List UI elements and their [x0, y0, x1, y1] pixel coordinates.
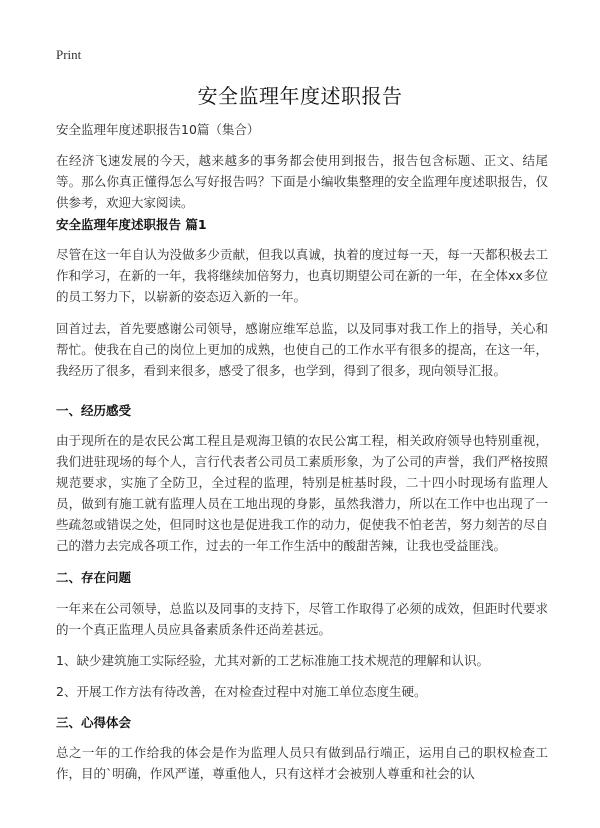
issue-item-1: 1、缺少建筑施工实际经验，尤其对新的工艺标准施工技术规范的理解和认识。 [56, 653, 489, 668]
section-1-paragraph: 由于现所在的是农民公寓工程且是观海卫镇的农民公寓工程，相关政府领导也特别重视，我们进驻现场的每个人，言行代表者公司员工素质形象，为了公司的声誉，我们严格按照规范要求，实施了全防卫，全过程的监理，特别是桩基时段，二十四小时现场有监理人员，做到有施工就有监理人员在工地出现的身影，虽然我潜力，所以在工作中也出现了一些疏忽或错误之处，但同时这也是促进我工作的动力，促使我不怕老苦，努力刻苦的尽自己的潜力去完成各项工作，过去的一年工作生活中的酸甜苦辣，让我也受益匪浅。 [56, 433, 548, 553]
section-2-paragraph: 一年来在公司领导，总监以及同事的支持下，尽管工作取得了必须的成效，但距时代要求的一个真正监理人员应具备素质条件还尚差甚远。 [56, 601, 548, 637]
section-1-heading: 一、经历感受 [56, 403, 132, 418]
section-2-heading: 二、存在问题 [56, 570, 132, 585]
intro-paragraph: 在经济飞速发展的今天，越来越多的事务都会使用到报告，报告包含标题、正文、结尾等。那么你真正懂得怎么写好报告吗？下面是小编收集整理的安全监理年度述职报告，仅供参考，欢迎大家阅读。 [56, 153, 548, 210]
document-subtitle: 安全监理年度述职报告10篇（集合） [56, 122, 260, 137]
paragraph-2: 回首过去，首先要感谢公司领导，感谢应维军总监，以及同事对我工作上的指导，关心和帮忙。使我在自己的岗位上更加的成熟，也使自己的工作水平有很多的提高，在这一年，我经历了很多，看到来很多，感受了很多，也学到，得到了很多，现向领导汇报。 [56, 321, 548, 378]
article-heading: 安全监理年度述职报告 篇1 [56, 217, 207, 232]
paragraph-1: 尽管在这一年自认为没做多少贡献，但我以真诚，执着的度过每一天，每一天都积极去工作和学习，在新的一年，我将继续加倍努力，也真切期望公司在新的一年，在全体xx多位的员工努力下，以崭新的姿态迈入新的一年。 [56, 247, 548, 304]
print-link[interactable]: Print [56, 47, 82, 62]
page-title: 安全监理年度述职报告 [197, 84, 403, 108]
section-3-heading: 三、心得体会 [56, 715, 132, 730]
section-3-paragraph: 总之一年的工作给我的体会是作为监理人员只有做到品行端正，运用自己的职权检查工作，目的`明确，作风严谨，尊重他人，只有这样才会被别人尊重和社会的认 [56, 745, 548, 781]
issue-item-2: 2、开展工作方法有待改善，在对检查过程中对施工单位态度生硬。 [56, 684, 427, 699]
